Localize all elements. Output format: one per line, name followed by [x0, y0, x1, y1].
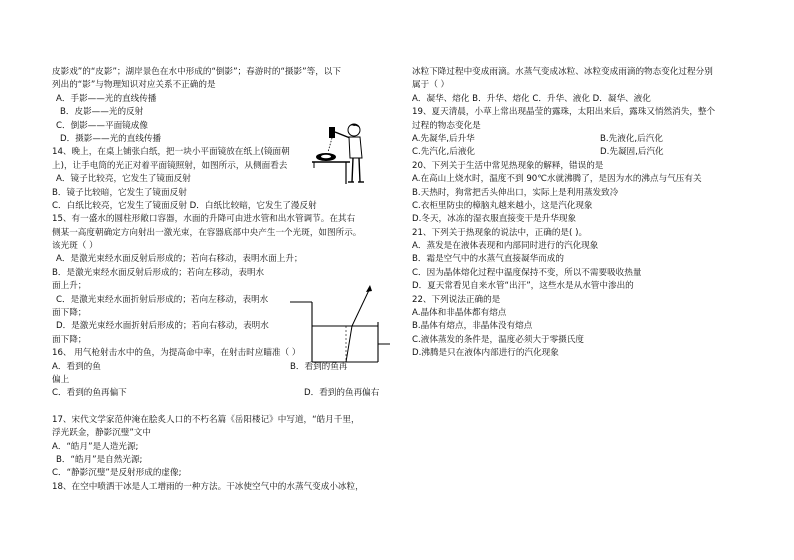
q19-option-c: C.先汽化,后液化 [412, 147, 476, 158]
q13-line-1: 皮影戏”的“皮影”；湖岸景色在水中形成的“倒影”；春游时的“摄影”等，以下 [52, 67, 341, 77]
right-column [412, 66, 752, 361]
q14-stem-1: 14、晚上，在桌上铺张白纸，把一块小平面镜放在纸上(镜面朝 [52, 147, 290, 158]
q18-stem-2: 冰粒下降过程中变成雨滴。水蒸气变成冰粒、冰粒变成雨滴的物态变化过程分别 [412, 67, 713, 77]
q17-option-b: B．“皓月”是自然光源; [56, 454, 143, 465]
q15-option-b-cont: 面上升； [52, 281, 87, 292]
laser-container-figure [290, 282, 392, 368]
q15-option-b: B．是激光束经水面反射后形成的；若向左移动，表明水 [52, 267, 265, 278]
q17-option-a: A．“皓月”是人造光源; [52, 441, 139, 452]
q16-option-b-cont: 偏上 [52, 374, 70, 385]
flashlight-mirror-figure [310, 118, 382, 188]
q18-stem-3: 属于（ ） [412, 80, 450, 91]
q22-stem: 22、下列说法正确的是 [412, 294, 501, 305]
q20-stem: 20、下列关于生活中常见热现象的解释，错误的是 [412, 160, 604, 171]
q22-option-a: A.晶体和非晶体都有熔点 [412, 308, 507, 319]
q16-option-b: B．看到的鱼再 [290, 361, 348, 372]
q13-option-c: C．倒影——平面镜成像 [56, 120, 148, 131]
q16-options-cd [52, 387, 392, 400]
q14-option-cd: C．白纸比较亮，它发生了镜面反射 D．白纸比较暗，它发生了漫反射 [52, 200, 317, 211]
q15-stem-1: 15、有一盛水的圆柱形敞口容器，水面的升降可由进水管和出水管调节。在其右 [52, 214, 356, 225]
q15-option-a: A．是激光束经水面反射后形成的；若向右移动，表明水面上升； [56, 254, 303, 265]
q20-option-c: C.衣柜里防虫的樟脑丸越来越小，这是汽化现象 [412, 200, 593, 211]
q19-stem-1: 19、夏天清晨，小草上常出现晶莹的露珠，太阳出来后，露珠又悄然消失，整个 [412, 107, 716, 118]
q16-option-a: A．看到的鱼 [52, 361, 101, 372]
q19-option-b: B.先液化,后汽化 [600, 133, 663, 144]
q17-stem-1: 17、宋代文学家范仲淹在脍炙人口的不朽名篇《岳阳楼记》中写道，“皓月千里， [52, 414, 360, 425]
q16-stem: 16、 用气枪射击水中的鱼，为提高命中率，在射击时应瞄准（ ） [52, 348, 301, 359]
q15-option-c-cont: 面下降； [52, 308, 87, 319]
q22-option-c: C.液体蒸发的条件是，温度必须大于零摄氏度 [412, 334, 585, 345]
q14-option-a: A．镜子比较亮，它发生了镜面反射 [56, 174, 191, 185]
q19-options-cd [412, 146, 752, 159]
q17-stem-2: 浮光跃金，静影沉璧”文中 [52, 428, 151, 439]
q21-option-c: C．因为晶体熔化过程中温度保持不变，所以不需要吸收热量 [412, 267, 642, 278]
q20-option-d: D.冬天，冰冻的湿衣服直接变干是升华现象 [412, 214, 577, 225]
q15-option-c: C．是激光束经水面折射后形成的；若向左移动，表明水 [56, 294, 269, 305]
q21-option-d: D．夏天常看见自来水管“出汗”，这些水是从水管中渗出的 [412, 281, 634, 292]
q17-option-c: C．“静影沉璧”是反射形成的虚像; [52, 468, 182, 479]
q15-option-d: D．是激光束经水面折射后形成的；若向右移动，表明水 [56, 321, 269, 332]
q19-option-d: D.先凝固,后汽化 [600, 147, 664, 158]
q22-option-b: B.晶体有熔点，非晶体没有熔点 [412, 321, 533, 332]
q14-option-b: B．镜子比较暗，它发生了镜面反射 [52, 187, 187, 198]
q19-stem-2: 过程的物态变化是 [412, 120, 481, 131]
q15-stem-2: 侧某一高度朝确定方向射出一激光束，在容器底部中央产生一个光斑，如图所示。 [52, 227, 362, 238]
q14-stem-2: 上)，让手电筒的光正对着平面镜照射，如图所示，从侧面看去 [52, 160, 288, 171]
q22-option-d: D.沸腾是只在液体内部进行的汽化现象 [412, 348, 559, 359]
q20-option-b: B.天热时，狗常把舌头伸出口，实际上是利用蒸发致冷 [412, 187, 619, 198]
q15-stem-3: 该光斑（ ） [52, 241, 98, 252]
q13-option-b: B．皮影——光的反射 [60, 107, 144, 118]
q21-option-a: A．蒸发是在液体表现和内部同时进行的汽化现象 [412, 241, 599, 252]
q13-option-a: A．手影——光的直线传播 [56, 93, 157, 104]
q19-option-a: A.先凝华,后升华 [412, 133, 475, 144]
q13-line-2: 列出的“影”与物理知识对应关系不正确的是 [52, 80, 216, 91]
q19-options-ab [412, 133, 752, 146]
q18-options: A．凝华、熔化 B．升华、熔化 C．升华、液化 D．凝华、液化 [412, 93, 651, 104]
q21-option-b: B．霜是空气中的水蒸气直接凝华而成的 [412, 254, 564, 265]
q20-option-a: A.在高山上烧水时，温度不到 90℃水就沸腾了，是因为水的沸点与气压有关 [412, 174, 702, 185]
q15-option-d-cont: 面下降； [52, 334, 87, 345]
q16-option-c: C．看到的鱼再偏下 [52, 388, 127, 399]
q13-option-d: D．摄影——光的直线传播 [60, 133, 162, 144]
q16-option-d: D．看到的鱼再偏右 [304, 388, 380, 399]
q21-stem: 21、下列关于热现象的说法中，正确的是( )。 [412, 227, 588, 238]
q18-stem-1: 18、在空中喷洒干冰是人工增雨的一种方法。干冰使空气中的水蒸气变成小冰粒， [52, 481, 364, 492]
